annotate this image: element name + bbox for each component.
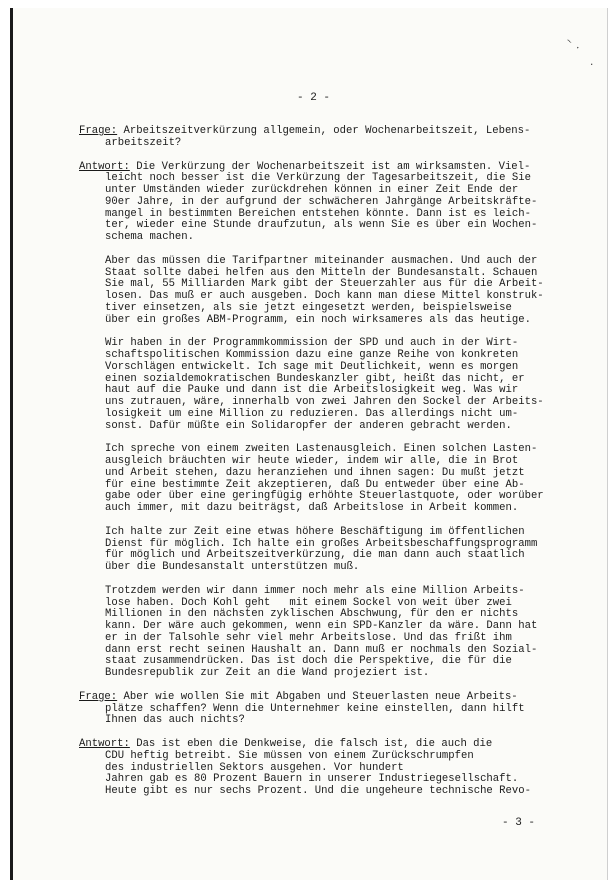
header-page-number: - 2 - [297, 92, 331, 104]
answer-label: Antwort: [79, 160, 130, 173]
answer-paragraph [79, 256, 579, 327]
text-line: über ein großes ABM-Programm, ein noch wirksameres als das heutige. [105, 313, 531, 326]
answer-block [79, 739, 579, 798]
question-label: Frage: [79, 690, 118, 703]
text-line: für eine bestimmte Zeit akzeptieren, daß Du entweder über eine Ab- [105, 478, 525, 491]
text-line: tiver einsetzen, als sie jetzt eingesetzt werden, beispielsweise [105, 301, 512, 314]
text-line: des industriellen Sektors ausgehen. Vor hundert [105, 761, 404, 774]
text-line: über die Bundesanstalt unterstützen muß. [105, 561, 360, 573]
text-line: Bundesrepublik zur Zeit an die Wand projeziert ist. [105, 667, 430, 679]
text-line: ausgleich bräuchten wir heute wieder, indem wir alle, die in Brot [105, 455, 519, 467]
text-line: arbeitszeit? [105, 136, 182, 149]
text-line: Die Verkürzung der Wochenarbeitszeit ist am wirksamsten. Viel- [129, 160, 531, 173]
text-line: Das ist eben die Denkweise, die falsch ist, die auch die [129, 738, 493, 750]
question-label: Frage: [79, 125, 118, 137]
text-line: Dienst für möglich. Ich halte ein großes Arbeitsbeschaffungsprogramm [105, 537, 538, 550]
answer-paragraph [79, 586, 579, 680]
text-line: Staat sollte dabei helfen aus den Mitteln der Bundesanstalt. Schauen [105, 266, 538, 279]
text-line: leicht noch besser ist die Verkürzung der Tagesarbeitszeit, die Sie [105, 172, 531, 185]
answer-paragraph [79, 338, 579, 432]
text-line: Heute gibt es nur sechs Prozent. Und die ungeheure technische Revo- [105, 785, 531, 797]
text-line: und Arbeit stehen, dazu heranziehen und ihnen sagen: Du mußt jetzt [105, 466, 525, 479]
text-line: schaftspolitischen Kommission dazu eine ganze Reihe von konkreten [105, 349, 519, 361]
answer-block [79, 162, 579, 244]
text-line: mangel in bestimmten Bereichen entstehen könnte. Dann ist es leich- [105, 207, 531, 220]
text-line: gabe oder über eine geringfügig erhöhte Steuerlastquote, oder worüber [105, 490, 544, 503]
text-line: uns zutrauen, wäre, innerhalb von zwei Jahren den Sockel der Arbeits- [105, 396, 544, 408]
footer-page-number: - 3 - [502, 817, 536, 829]
text-line: er in der Talsohle sehr viel mehr Arbeitslose. Und das frißt ihm [105, 631, 512, 644]
text-line: Millionen in den nächsten zyklischen Abschwung, für den er nichts [105, 608, 519, 621]
text-line: Ihnen das auch nichts? [105, 714, 245, 727]
text-line: losigkeit um eine Million zu reduzieren. Das allerdings nicht um- [105, 407, 519, 420]
text-line: haut auf die Pauke und dann ist die Arbeitslosigkeit weg. Was wir [105, 384, 519, 397]
text-line: für möglich und Arbeitszeitverkürzung, die man dann auch staatlich [105, 549, 525, 562]
text-line: auch immer, mit dazu beiträgst, daß Arbeitslose in Arbeit kommen. [105, 502, 519, 514]
text-line: kann. Der wäre auch gekommen, wenn ein SPD-Kanzler da wäre. Dann hat [105, 620, 538, 632]
question-block [79, 126, 579, 150]
text-line: ter, wieder eine Stunde draufzutun, als wenn Sie es über ein Wochen- [105, 219, 538, 232]
text-line: Aber das müssen die Tarifpartner miteinander ausmachen. Und auch der [105, 254, 538, 267]
answer-label: Antwort: [79, 738, 130, 750]
text-line: plätze schaffen? Wenn die Unternehmer keine einstellen, dann hilft [105, 702, 525, 715]
corner-tick: · [589, 60, 595, 70]
document-body [79, 126, 579, 810]
text-line: Wir haben in der Programmkommission der SPD und auch in der Wirt- [105, 337, 519, 350]
text-line: einen sozialdemokratischen Bundeskanzler gibt, heißt das nicht, er [105, 372, 525, 385]
text-line: Arbeitszeitverkürzung allgemein, oder Wochenarbeitszeit, Lebens- [117, 125, 531, 137]
text-line: dann erst recht seinen Haushalt an. Dann muß er nochmals den Sozial- [105, 643, 538, 656]
text-line: Aber wie wollen Sie mit Abgaben und Steuerlasten neue Arbeits- [117, 690, 518, 703]
text-line: Ich spreche von einem zweiten Lastenausgleich. Einen solchen Lasten- [105, 443, 538, 456]
text-line: Sie mal, 55 Milliarden Mark gibt der Steuerzahler aus für die Arbeit- [105, 278, 544, 291]
text-line: lose haben. Doch Kohl geht mit einem Sockel von weit über zwei [105, 596, 512, 609]
text-line: sonst. Dafür müßte ein Solidaropfer der anderen gebracht werden. [105, 419, 512, 432]
text-line: Jahren gab es 80 Prozent Bauern in unserer Industriegesellschaft. [105, 773, 519, 786]
text-line: staat zusammendrücken. Das ist doch die Perspektive, die für die [105, 655, 512, 668]
text-line: 90er Jahre, in der aufgrund der schwächeren Jahrgänge Arbeitskräfte- [105, 195, 538, 208]
text-line: CDU heftig betreibt. Sie müssen von einem Zurückschrumpfen [105, 749, 474, 762]
question-block [79, 692, 579, 727]
answer-paragraph [79, 444, 579, 515]
text-line: Ich halte zur Zeit eine etwas höhere Beschäftigung im öffentlichen [105, 525, 525, 538]
text-line: Vorschlägen entwickelt. Ich sage mit Deutlichkeit, wenn es morgen [105, 360, 519, 373]
text-line: unter Umständen wieder zurückdrehen können in einer Zeit Ende der [105, 184, 519, 196]
text-line: schema machen. [105, 231, 195, 243]
text-line: Trotzdem werden wir dann immer noch mehr als eine Million Arbeits- [105, 584, 525, 597]
answer-paragraph [79, 527, 579, 574]
text-line: losen. Das muß er auch ausgeben. Doch kann man diese Mittel konstruk- [105, 290, 544, 302]
corner-marks: ~ · [563, 36, 583, 54]
